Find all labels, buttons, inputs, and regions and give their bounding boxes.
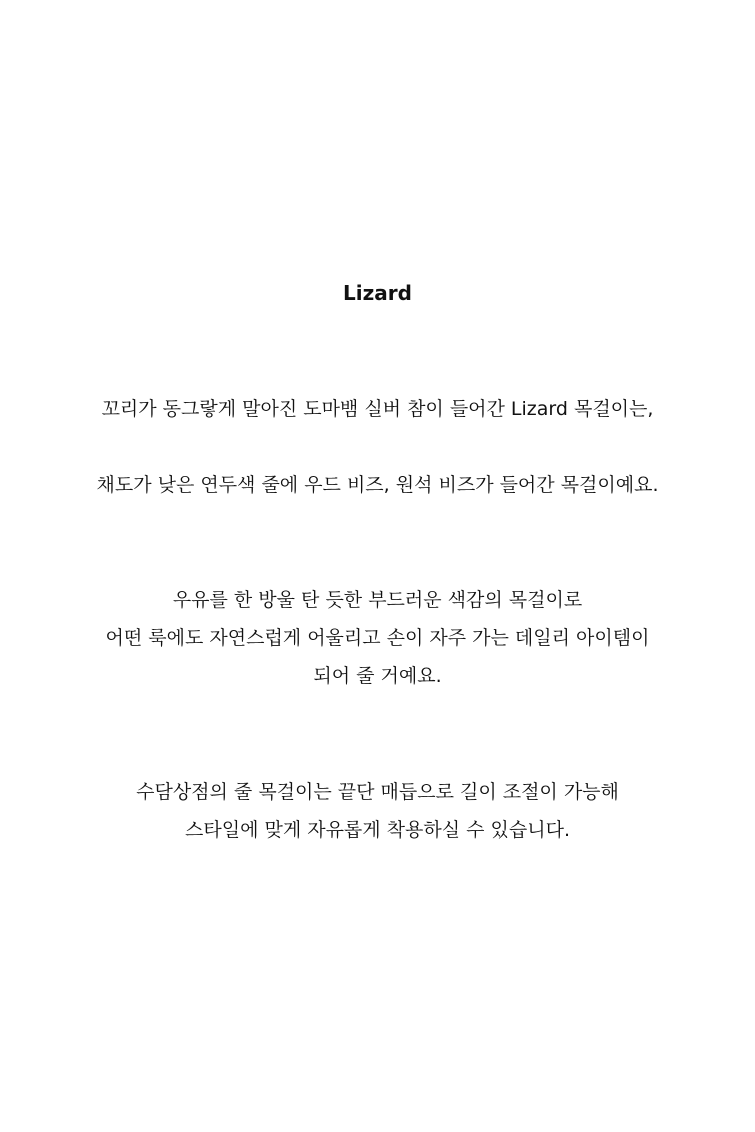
description-line: 어떤 룩에도 자연스럽게 어울리고 손이 자주 가는 데일리 아이템이	[105, 627, 650, 649]
description-line: 꼬리가 동그랗게 말아진 도마뱀 실버 참이 들어간 Lizard 목걸이는,	[101, 398, 654, 420]
description-line: 되어 줄 거예요.	[313, 665, 442, 687]
description-line: 채도가 낮은 연두색 줄에 우드 비즈, 원석 비즈가 들어간 목걸이예요.	[96, 474, 659, 496]
description-line: 스타일에 맞게 자유롭게 착용하실 수 있습니다.	[185, 819, 570, 841]
product-title: Lizard	[343, 281, 412, 305]
description-line: 수담상점의 줄 목걸이는 끝단 매듭으로 길이 조절이 가능해	[136, 781, 619, 803]
description-line: 우유를 한 방울 탄 듯한 부드러운 색감의 목걸이로	[172, 589, 583, 611]
